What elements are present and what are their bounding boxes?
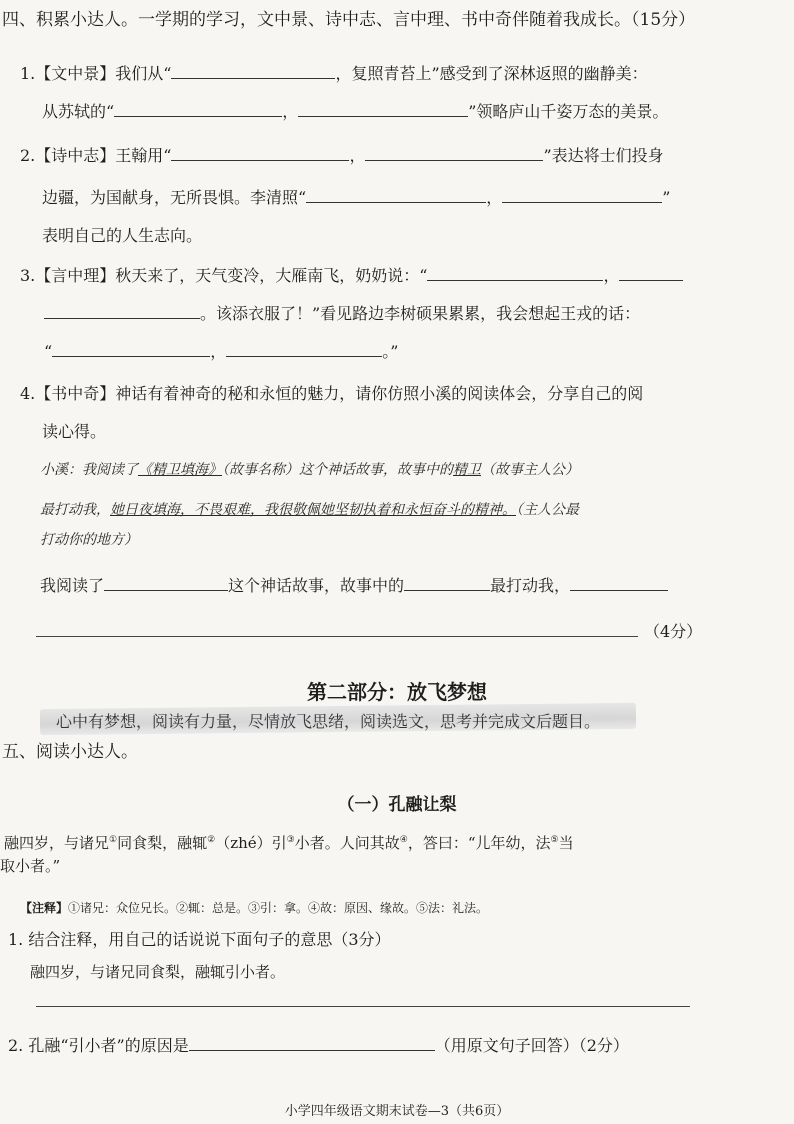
passage-text: 小者。人问其故 bbox=[294, 834, 400, 852]
s5-q1 bbox=[8, 930, 391, 950]
s5-q2 bbox=[8, 1036, 629, 1056]
q1-blank-1[interactable] bbox=[171, 64, 335, 79]
page-footer: 小学四年级语文期末试卷—3（共6页） bbox=[284, 1104, 510, 1119]
q3-blank-5[interactable] bbox=[226, 342, 382, 357]
s5-q1-number: 1. bbox=[8, 930, 24, 949]
passage-line1 bbox=[4, 830, 574, 853]
q1-text: 从苏轼的“ bbox=[42, 102, 115, 121]
q1-number: 1. bbox=[20, 64, 36, 83]
q2-blank-1[interactable] bbox=[171, 146, 349, 161]
q2-text: 王翰用“ bbox=[115, 146, 172, 165]
passage-title: （一）孔融让梨 bbox=[337, 795, 457, 815]
passage-text: 当 bbox=[558, 834, 574, 852]
q2-text: 边疆，为国献身，无所畏惧。李清照“ bbox=[42, 188, 307, 207]
q3-line1 bbox=[20, 266, 683, 286]
q2-line1 bbox=[20, 146, 664, 166]
note-marker: ① bbox=[109, 835, 118, 845]
q4-line1 bbox=[20, 384, 643, 404]
note-marker: ④ bbox=[399, 835, 408, 845]
annotation-text: ①诸兄：众位兄长。②辄：总是。③引：拿。④故：原因、缘故。⑤法：礼法。 bbox=[68, 901, 489, 915]
q2-blank-3[interactable] bbox=[306, 188, 486, 203]
passage-text: ，答曰：“儿年幼，法 bbox=[407, 834, 551, 852]
example-line3: 打动你的地方） bbox=[40, 532, 138, 548]
q4-answer-text: 这个神话故事，故事中的 bbox=[228, 576, 405, 595]
q2-text: ， bbox=[486, 188, 503, 207]
s5-q1-sentence: 融四岁，与诸兄同食梨，融辄引小者。 bbox=[30, 963, 286, 981]
q1-text: ，复照青苔上”感受到了深林返照的幽静美： bbox=[335, 64, 648, 83]
q1-tag: 【文中景】 bbox=[35, 64, 116, 83]
section4-heading: 四、积累小达人。一学期的学习，文中景、诗中志、言中理、书中奇伴随着我成长。（15分） bbox=[2, 10, 696, 30]
q4-blank-hero[interactable] bbox=[404, 576, 490, 591]
example-reason: 她日夜填海，不畏艰难，我很敬佩她坚韧执着和永恒奋斗的精神。 bbox=[110, 502, 516, 518]
q1-line1 bbox=[20, 64, 648, 84]
q2-text: ” bbox=[662, 188, 671, 207]
q3-blank-1[interactable] bbox=[427, 266, 603, 281]
q2-tag: 【诗中志】 bbox=[35, 146, 116, 165]
example-line2 bbox=[40, 500, 579, 520]
q4-text: 神话有着神奇的秘和永恒的魅力，请你仿照小溪的阅读体会，分享自己的阅 bbox=[115, 384, 644, 403]
q2-line3: 表明自己的人生志向。 bbox=[42, 226, 203, 245]
q2-text: ”表达将士们投身 bbox=[543, 146, 664, 165]
q4-blank-story[interactable] bbox=[104, 576, 228, 591]
q1-line2 bbox=[42, 102, 668, 122]
s5-q2-text: 孔融“引小者”的原因是 bbox=[28, 1036, 189, 1055]
s5-q2-text: （用原文句子回答）（2分） bbox=[434, 1036, 629, 1055]
q3-blank-4[interactable] bbox=[52, 342, 210, 357]
s5-q2-number: 2. bbox=[8, 1036, 24, 1055]
s5-q2-blank[interactable] bbox=[189, 1036, 435, 1051]
q3-blank-3[interactable] bbox=[44, 304, 200, 319]
q4-number: 4. bbox=[20, 384, 36, 403]
q4-tag: 【书中奇】 bbox=[35, 384, 116, 403]
q4-line2: 读心得。 bbox=[42, 422, 107, 441]
q1-text: ”领略庐山千姿万态的美景。 bbox=[468, 102, 669, 121]
q3-text: 。该添衣服了！”看见路边李树硕果累累，我会想起王戎的话： bbox=[200, 304, 641, 323]
example-protagonist: 精卫 bbox=[453, 462, 481, 478]
annotation-label: 【注释】 bbox=[20, 901, 69, 915]
q4-answer-text: 最打动我， bbox=[490, 576, 571, 595]
example-text: 最打动我， bbox=[40, 502, 110, 518]
passage-text: （zhé）引 bbox=[215, 834, 287, 852]
q1-blank-2[interactable] bbox=[114, 102, 282, 117]
note-marker: ⑤ bbox=[550, 835, 559, 845]
q3-line2 bbox=[44, 304, 640, 324]
q3-number: 3. bbox=[20, 266, 36, 285]
q3-tag: 【言中理】 bbox=[35, 266, 116, 285]
q3-line3 bbox=[44, 342, 398, 362]
example-text: （故事主人公） bbox=[481, 462, 579, 478]
note-marker: ② bbox=[207, 835, 216, 845]
q2-number: 2. bbox=[20, 146, 36, 165]
section5-heading: 五、阅读小达人。 bbox=[2, 742, 138, 762]
q3-text: ， bbox=[603, 266, 620, 285]
q1-text: 我们从“ bbox=[115, 64, 172, 83]
passage-text: 同食梨，融辄 bbox=[117, 834, 208, 852]
q4-blank-reason-1[interactable] bbox=[570, 576, 668, 591]
note-marker: ③ bbox=[286, 835, 295, 845]
q2-blank-4[interactable] bbox=[502, 188, 662, 203]
example-text: （故事名称）这个神话故事，故事中的 bbox=[222, 462, 453, 478]
q4-answer-blank-line[interactable] bbox=[36, 636, 638, 637]
q3-text: 秋天来了，天气变冷，大雁南飞，奶奶说：“ bbox=[115, 266, 428, 285]
example-line1 bbox=[40, 460, 579, 480]
annotation bbox=[20, 898, 488, 918]
q2-blank-2[interactable] bbox=[365, 146, 543, 161]
example-text: 小溪：我阅读了 bbox=[40, 462, 138, 478]
q2-text: ， bbox=[349, 146, 366, 165]
q1-text: ， bbox=[282, 102, 299, 121]
part2-banner-text: 心中有梦想，阅读有力量，尽情放飞思绪，阅读选文，思考并完成文后题目。 bbox=[56, 712, 601, 731]
q3-text: “ bbox=[44, 342, 53, 361]
q2-line2 bbox=[42, 188, 670, 208]
part2-title: 第二部分：放飞梦想 bbox=[307, 680, 487, 704]
example-text: （主人公最 bbox=[516, 502, 579, 518]
q4-answer-line1 bbox=[40, 576, 668, 596]
q1-blank-3[interactable] bbox=[298, 102, 468, 117]
example-story-name: 《精卫填海》 bbox=[138, 462, 222, 478]
q3-text: 。” bbox=[382, 342, 399, 361]
q3-blank-2[interactable] bbox=[619, 266, 683, 281]
q4-answer-text: 我阅读了 bbox=[40, 576, 105, 595]
s5-q1-answer-line[interactable] bbox=[36, 1006, 690, 1007]
s5-q1-text: 结合注释，用自己的话说说下面句子的意思（3分） bbox=[28, 930, 391, 949]
passage-line2: 取小者。” bbox=[0, 857, 61, 875]
passage-text: 融四岁，与诸兄 bbox=[4, 834, 110, 852]
q4-score: （4分） bbox=[644, 622, 703, 641]
q3-text: ， bbox=[210, 342, 227, 361]
